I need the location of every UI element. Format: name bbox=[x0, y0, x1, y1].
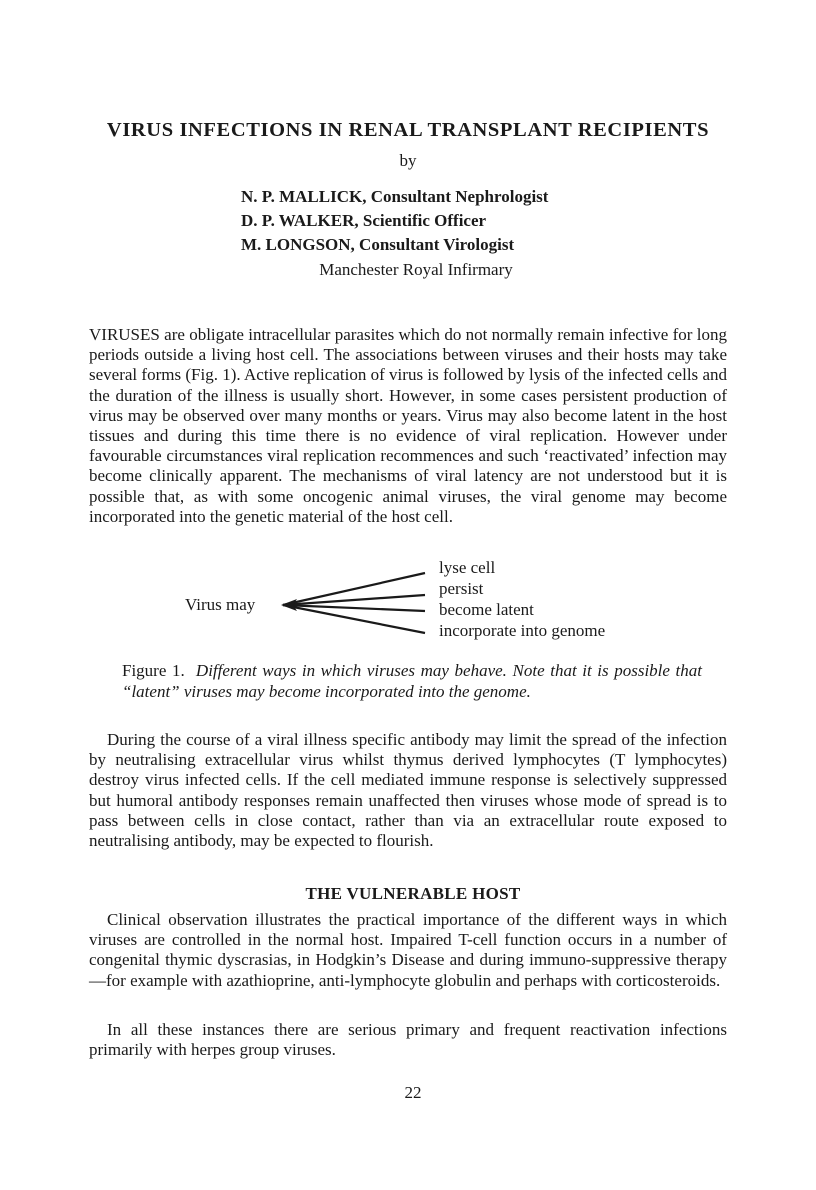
section-heading: THE VULNERABLE HOST bbox=[305, 884, 521, 903]
instances-paragraph: In all these instances there are serious primary and frequent reactivation infections primarily with herpes group viruses. bbox=[89, 1020, 727, 1060]
diagram-source-label: Virus may bbox=[185, 595, 256, 614]
intro-paragraph: VIRUSES are obligate intracellular parasites which do not normally remain infective for long periods outside a living host cell. The associations between viruses and their hosts may take several forms (Fig. 1). Active replication of virus is followed by lysis of the infected cells and the duration of the illness is usually short. However, in some cases persistent production of virus may be observed over many months or years. Virus may also become latent in the host tissues and during this time there is no evidence of viral replication. However under favourable circumstances viral replication recommences and such ‘reactivated’ infection may become clinically apparent. The mechanisms of viral latency are not understood but it is possible that, as with some oncogenic animal viruses, the viral genome may become incorporated into the genetic material of the host cell. bbox=[89, 325, 727, 526]
page-number: 22 bbox=[404, 1083, 422, 1102]
outcome-item: lyse cell bbox=[439, 558, 496, 577]
outcome-item: become latent bbox=[439, 600, 534, 619]
clinical-paragraph: Clinical observation illustrates the practical importance of the different ways in which viruses are controlled in the normal host. Impaired T-cell function occurs in a number of congenital thymic dyscrasias, in Hodgkin’s Disease and during immuno-suppressive therapy—for example with azathioprine, anti-lymphocyte globulin and perhaps with corticosteroids. bbox=[89, 910, 727, 990]
author-entry: N. P. MALLICK, Consultant Nephrologist bbox=[241, 187, 549, 206]
author-entry: M. LONGSON, Consultant Virologist bbox=[241, 235, 515, 254]
author-entry: D. P. WALKER, Scientific Officer bbox=[241, 211, 487, 230]
article-title: VIRUS INFECTIONS IN RENAL TRANSPLANT RECIPIENTS bbox=[106, 119, 710, 141]
diagram-outcomes bbox=[439, 557, 605, 641]
antibody-paragraph: During the course of a viral illness specific antibody may limit the spread of the infection by neutralising extracellular virus whilst thymus derived lymphocytes (T lymphocytes) destroy virus infected cells. If the cell mediated immune response is selectively suppressed but humoral antibody responses remain unaffected then viruses whose mode of spread is to pass between cells in close contact, rather than via an extracellular route exposed to neutralising antibody, may be expected to flourish. bbox=[89, 730, 727, 851]
caption-prefix: Figure 1. bbox=[122, 661, 185, 680]
figure-1-diagram bbox=[0, 555, 816, 645]
byline-by: by bbox=[399, 151, 417, 170]
outcome-item: incorporate into genome bbox=[439, 621, 606, 640]
caption-text: Different ways in which viruses may behave. Note that it is possible that “latent” viruses may become incorporated into the genome. bbox=[122, 661, 702, 701]
outcome-item: persist bbox=[439, 579, 484, 598]
diagram-arrows bbox=[0, 555, 816, 645]
affiliation: Manchester Royal Infirmary bbox=[319, 260, 513, 279]
author-list bbox=[241, 185, 548, 257]
figure-caption bbox=[122, 660, 702, 702]
